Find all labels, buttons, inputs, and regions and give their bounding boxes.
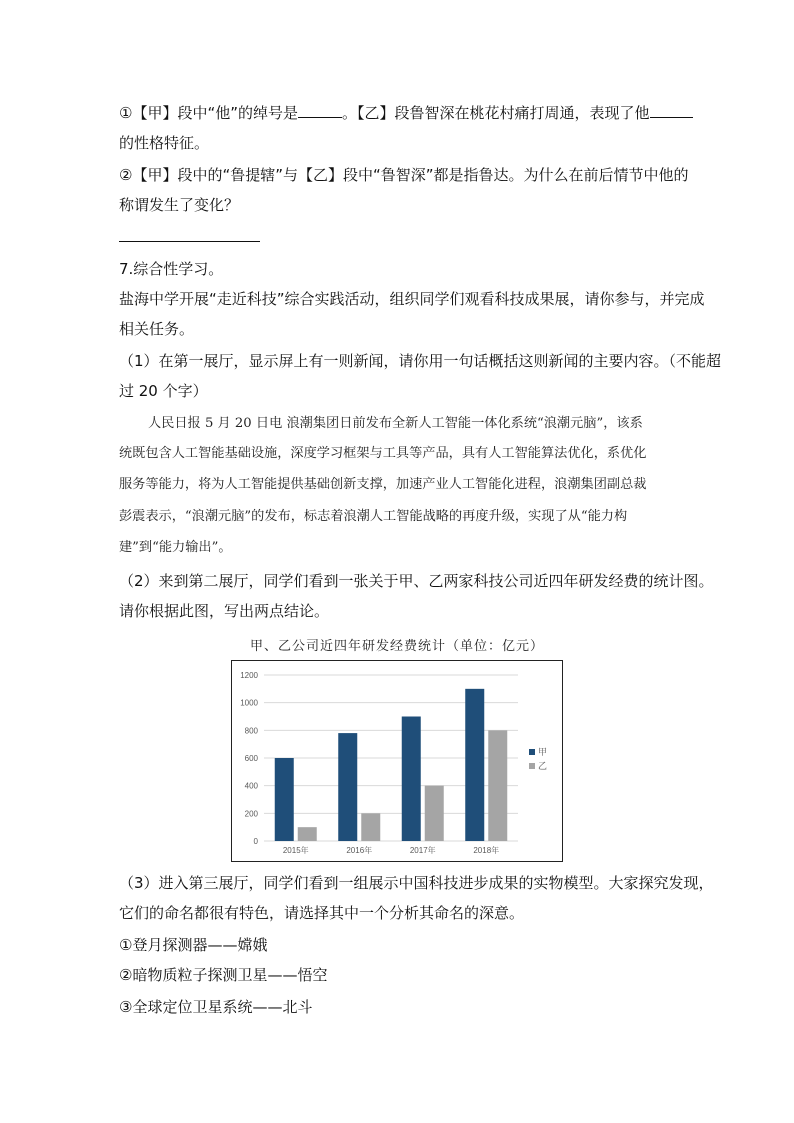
q7-part1-cont: 过 20 个字） [119,382,208,400]
news-line: 人民日报 5 月 20 日电 浪潮集团日前发布全新人工智能一体化系统“浪潮元脑”，该系 [148,416,643,431]
news-line: 统既包含人工智能基础设施，深度学习框架与工具等产品，具有人工智能算法优化，系优化 [119,446,647,461]
bar-jia [338,733,357,841]
chart-title: 甲、乙公司近四年研发经费统计（单位：亿元） [249,639,544,654]
y-tick-label: 600 [244,754,258,763]
bar-jia [465,689,484,841]
q7-part3-cont: 它们的命名都很有特色，请选择其中一个分析其命名的深意。 [119,904,525,922]
question-1 [119,102,693,124]
x-tick-label: 2017年 [409,846,436,855]
news-line: 服务等能力，将为人工智能提供基础创新支撑，加速产业人工智能化进程，浪潮集团副总裁 [119,477,647,492]
bar-yi [488,730,507,841]
list-item: ①登月探测器——嫦娥 [119,936,268,954]
y-tick-label: 1200 [240,671,258,680]
y-tick-label: 800 [244,726,258,736]
bar-jia [275,758,294,841]
q7-intro: 盐海中学开展“走近科技”综合实践活动，组织同学们观看科技成果展，请你参与，并完成 [119,290,705,308]
bar-yi [425,786,444,841]
list-item: ②暗物质粒子探测卫星——悟空 [119,966,328,984]
q7-intro-cont: 相关任务。 [119,320,195,338]
question-1-cont: 的性格特征。 [119,134,210,152]
chart-canvas [232,661,562,861]
news-line: 建”到“能力输出”。 [119,540,232,555]
question-2-cont: 称谓发生了变化？ [119,196,240,214]
q7-title: 7.综合性学习。 [119,260,224,278]
bar-chart [231,660,563,862]
bar-jia [402,717,421,842]
answer-line[interactable] [119,241,260,242]
y-tick-label: 0 [253,837,258,846]
bar-yi [298,827,317,841]
x-tick-label: 2018年 [473,846,500,855]
q7-part3: （3）进入第三展厅，同学们看到一组展示中国科技进步成果的实物模型。大家探究发现， [119,874,714,892]
legend-label: 甲 [538,747,548,757]
bar-yi [361,813,380,841]
q7-part1: （1）在第一展厅，显示屏上有一则新闻，请你用一句话概括这则新闻的主要内容。（不能超 [119,352,722,370]
y-tick-label: 200 [244,809,258,819]
answer-blank[interactable] [298,103,342,118]
q7-part2-cont: 请你根据此图，写出两点结论。 [119,602,330,620]
question-1-text-a: ①【甲】段中“他”的绰号是 [119,104,298,122]
q7-part2: （2）来到第二展厅，同学们看到一张关于甲、乙两家科技公司近四年研发经费的统计图。 [119,572,714,590]
x-tick-label: 2016年 [346,846,373,855]
y-tick-label: 1000 [240,698,258,708]
y-tick-label: 400 [244,781,258,791]
legend-swatch [529,763,535,769]
answer-blank[interactable] [650,103,693,118]
news-line: 彭震表示，“浪潮元脑”的发布，标志着浪潮人工智能战略的再度升级，实现了从“能力构 [119,509,628,524]
x-tick-label: 2015年 [282,846,309,855]
list-item: ③全球定位卫星系统——北斗 [119,998,313,1016]
legend-label: 乙 [538,761,548,771]
question-1-text-b: 。【乙】段鲁智深在桃花村痛打周通，表现了他 [342,104,650,122]
legend-swatch [529,749,535,755]
question-2: ②【甲】段中的“鲁提辖”与【乙】段中“鲁智深”都是指鲁达。为什么在前后情节中他的 [119,166,689,184]
